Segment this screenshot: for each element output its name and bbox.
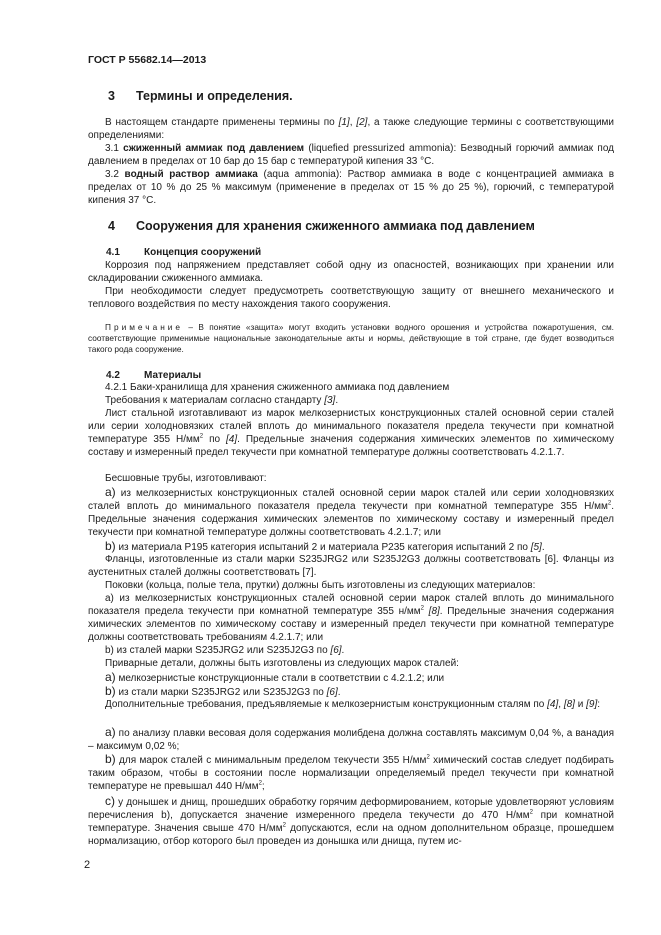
- welded-item-b: b) из стали марки S235JRG2 или S235J2G3 по [6].: [105, 684, 341, 698]
- s41-paragraph-1: Коррозия под напряжением представляет собой одну из опасностей, возникающих при хранении или складировании сжиженного аммиака.: [88, 260, 614, 284]
- additional-item-c: с) у донышек и днищ, прошедших обработку горячим деформированием, которые удовлетворяют условиям перечисления b), допускается значение измеренного предела текучести до 470 $Н/мм^2$ при комнатной температуре. Значения свыше 470 $Н/мм^2$ допускаются, если на одном дополнительном образце, прошедшем нормализацию, отбор которого был проведен из донышка или днища, путем ис-: [88, 794, 614, 847]
- section-3-heading: [108, 89, 293, 103]
- subsection-4-2-heading: 4.2 Материалы: [106, 370, 202, 381]
- flanges-paragraph: Фланцы, изготовленные из стали марки S235JRG2 или S235J2G3 должны соответствовать [6]. Фланцы из аустенитных сталей должны соответствовать [7].: [88, 554, 614, 578]
- pipes-item-b: b) из материала Р195 категория испытаний 2 и материала Р235 категория испытаний 2 по [5].: [105, 539, 545, 553]
- note-block: Примечание – В понятие «защита» могут входить установки водного орошения и устройства пожаротушения, см. соответствующие применимые национальные законодательные акты и нормы, действующие в той стране, где будет возводиться такого рода сооружение.: [88, 322, 614, 354]
- pipes-intro: Бесшовные трубы, изготовливают:: [105, 473, 267, 484]
- section-number: 4: [108, 219, 115, 233]
- section-title: Сооружения для хранения сжиженного аммиака под давлением: [136, 219, 535, 233]
- additional-item-a: а) по анализу плавки весовая доля содержания молибдена должна составлять максимум 0,04 %, а ванадия – максимум 0,02 %;: [88, 725, 615, 752]
- section-title: Термины и определения.: [136, 89, 293, 103]
- materials-requirement: Требования к материалам согласно стандарту [3].: [105, 395, 339, 406]
- section-number: 3: [108, 89, 115, 103]
- forgings-intro: Поковки (кольца, полые тела, прутки) должны быть изготовлены из следующих материалов:: [105, 580, 536, 591]
- doc-header: ГОСТ Р 55682.14—2013: [88, 54, 207, 66]
- forgings-item-a: а) из мелкозернистых конструкционных сталей основной серии марок сталей вплоть до минимального показателя предела текучести при комнатной температуре 355 $н/мм^2$ [8]. Предельные значения содержания химических элементов по химическому составу и измеренный предел текучести при комнатной температуре должны соответствовать требованиям 4.2.1.7; или: [88, 593, 614, 643]
- welded-intro: Приварные детали, должны быть изготовлены из следующих марок сталей:: [105, 658, 459, 669]
- forgings-item-b: b) из сталей марки S235JRG2 или S235J2G3 по [6].: [105, 645, 345, 656]
- page-number: 2: [84, 859, 91, 871]
- intro-paragraph: В настоящем стандарте применены термины по [1], [2], а также следующие термины с соответствующими определениями:: [88, 117, 614, 141]
- additional-req-intro: Дополнительные требования, предъявляемые к мелкозернистым конструкционным сталям по [4], [8] и [9]:: [105, 699, 601, 710]
- subsection-4-1-heading: 4.1 Концепция сооружений: [106, 247, 262, 258]
- term-3-2: 3.2 водный раствор аммиака (aqua ammonia): Раствор аммиака в воде с концентрацией аммиака в пределах от 10 % до 25 % максимум (применение в пределах от 15 % до 25 %), горючий, с температурой кипения 37 °С.: [88, 169, 615, 206]
- s421-heading: 4.2.1 Баки-хранилища для хранения сжиженного аммиака под давлением: [105, 382, 450, 393]
- section-4-heading: [108, 219, 535, 233]
- welded-item-a: а) мелкозернистые конструкционные стали в соответствии с 4.2.1.2; или: [105, 670, 445, 684]
- sheet-steel-paragraph: Лист стальной изготавливают из марок мелкозернистых конструкционных сталей основной серии сталей или серии холодновязких сталей вплоть до минимального показателя предела текучести при комнатной температуре 355 $Н/мм^2$ по [4]. Предельные значения содержания химических элементов по химическому составу и измеренный предел текучести при комнатной температуре должны соответствовать 4.2.1.7.: [88, 408, 614, 458]
- s41-paragraph-2: При необходимости следует предусмотреть соответствующую защиту от внешнего механического и теплового воздействия по месту нахождения такого сооружения.: [88, 286, 614, 310]
- term-3-1: 3.1 сжиженный аммиак под давлением (liquefied pressurized ammonia): Безводный горючий аммиак под давлением в пределах от 10 бар до 15 бар с температурой кипения 33 °С.: [88, 143, 615, 167]
- pipes-item-a: а) из мелкозернистых конструкционных сталей основной серии марок сталей или серии холодновязких сталей вплоть до минимального показателя предела текучести при комнатной температуре 355 $Н/мм^2$. Предельные значения содержания химических элементов по химическому составу и измеренный предел текучести при комнатной температуре должны соответствовать 4.2.1.7; или: [88, 485, 614, 538]
- additional-item-b: b) для марок сталей с минимальным пределом текучести 355 $Н/мм^2$ химический состав следует подбирать таким образом, чтобы в состоянии после нормализации определяемый предел текучести при комнатной температуре не превышал 440 $Н/мм^2$;: [88, 752, 614, 792]
